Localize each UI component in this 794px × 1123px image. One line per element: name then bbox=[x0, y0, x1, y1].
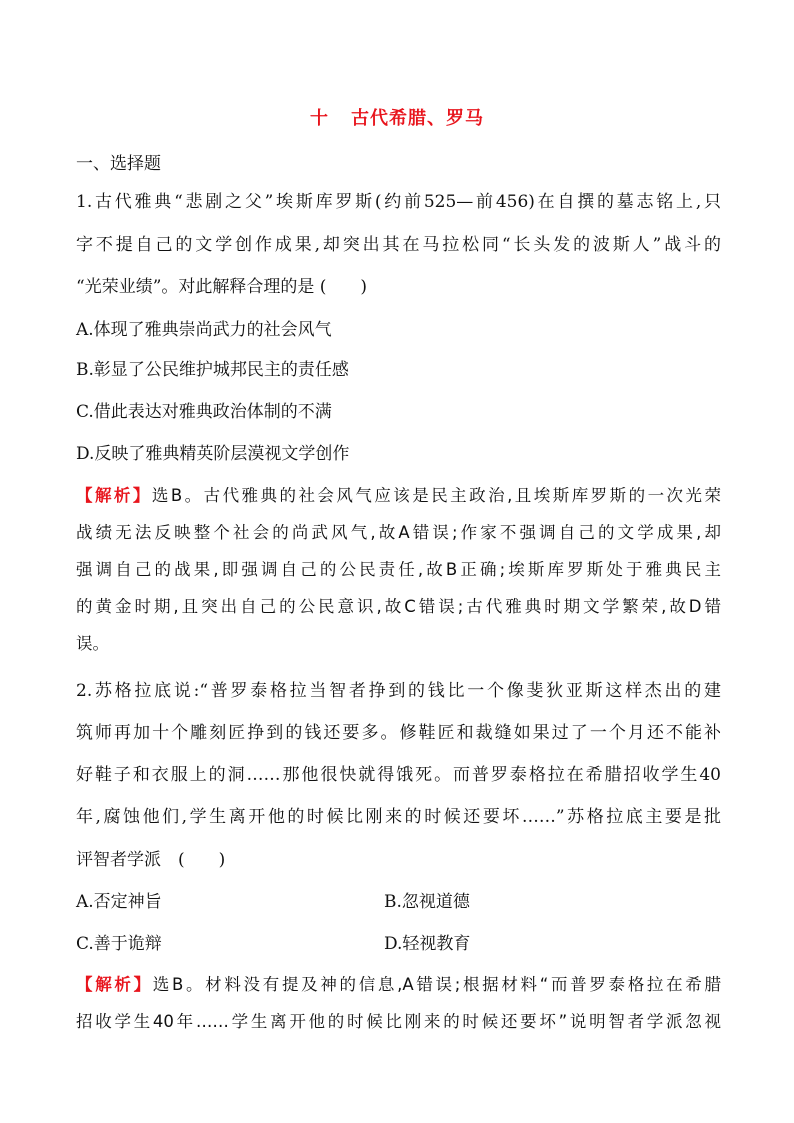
q2-stem-line: 筑师再加十个雕刻匠挣到的钱还要多。修鞋匠和裁缝如果过了一个月还不能补 bbox=[76, 723, 721, 743]
q1-analysis-text: 选B。古代雅典的社会风气应该是民主政治,且埃斯库罗斯的一次光荣 bbox=[151, 486, 721, 505]
analysis-tag: 【解析】 bbox=[76, 486, 152, 505]
q1-option-d: D.反映了雅典精英阶层漠视文学创作 bbox=[76, 444, 350, 464]
q2-stem-line: 年,腐蚀他们,学生离开他的时候比刚来的时候还要坏……”苏格拉底主要是批 bbox=[76, 807, 721, 827]
q1-option-c: C.借此表达对雅典政治体制的不满 bbox=[76, 402, 332, 422]
title-number: 十 bbox=[310, 108, 329, 129]
q1-option-b: B.彰显了公民维护城邦民主的责任感 bbox=[76, 360, 349, 380]
q1-option-a: A.体现了雅典崇尚武力的社会风气 bbox=[76, 320, 332, 340]
q2-analysis-text: 选B。材料没有提及神的信息,A错误;根据材料“而普罗泰格拉在希腊 bbox=[152, 975, 722, 994]
q2-option-d: D.轻视教育 bbox=[384, 934, 471, 954]
q2-option-b: B.忽视道德 bbox=[384, 892, 470, 912]
q1-analysis-line: 的黄金时期,且突出自己的公民意识,故C错误;古代雅典时期文学繁荣,故D错 bbox=[76, 597, 721, 616]
q2-options-row bbox=[76, 887, 721, 912]
q2-stem-line: 2.苏格拉底说:“普罗泰格拉当智者挣到的钱比一个像斐狄亚斯这样杰出的建 bbox=[76, 681, 721, 701]
section-heading: 一、选择题 bbox=[76, 154, 161, 174]
q1-stem-line: 1.古代雅典“悲剧之父”埃斯库罗斯(约前525—前456)在自撰的墓志铭上,只 bbox=[76, 192, 721, 212]
q1-stem-line: 字不提自己的文学创作成果,却突出其在马拉松同“长头发的波斯人”战斗的 bbox=[76, 235, 721, 255]
q2-option-a: A.否定神旨 bbox=[76, 892, 162, 912]
q1-analysis-line: 强调自己的战果,即强调自己的公民责任,故B正确;埃斯库罗斯处于雅典民主 bbox=[76, 560, 721, 579]
q1-stem-line: “光荣业绩”。对此解释合理的是 ( ) bbox=[76, 277, 368, 297]
q2-option-c: C.善于诡辩 bbox=[76, 934, 162, 954]
q1-analysis-line: 误。 bbox=[76, 634, 109, 653]
q1-analysis-line bbox=[76, 482, 721, 506]
q2-stem-line: 好鞋子和衣服上的洞……那他很快就得饿死。而普罗泰格拉在希腊招收学生40 bbox=[76, 765, 721, 785]
q2-options-row bbox=[76, 929, 721, 954]
q2-analysis-line: 招收学生40年……学生离开他的时候比刚来的时候还要坏”说明智者学派忽视 bbox=[76, 1012, 721, 1031]
title-text: 古代希腊、罗马 bbox=[351, 108, 484, 129]
page-title bbox=[0, 104, 794, 130]
analysis-tag: 【解析】 bbox=[76, 975, 153, 994]
q2-analysis-line bbox=[76, 971, 721, 995]
q2-stem-line: 评智者学派 ( ) bbox=[76, 850, 226, 870]
q1-analysis-line: 战绩无法反映整个社会的尚武风气,故A错误;作家不强调自己的文学成果,却 bbox=[76, 523, 721, 542]
